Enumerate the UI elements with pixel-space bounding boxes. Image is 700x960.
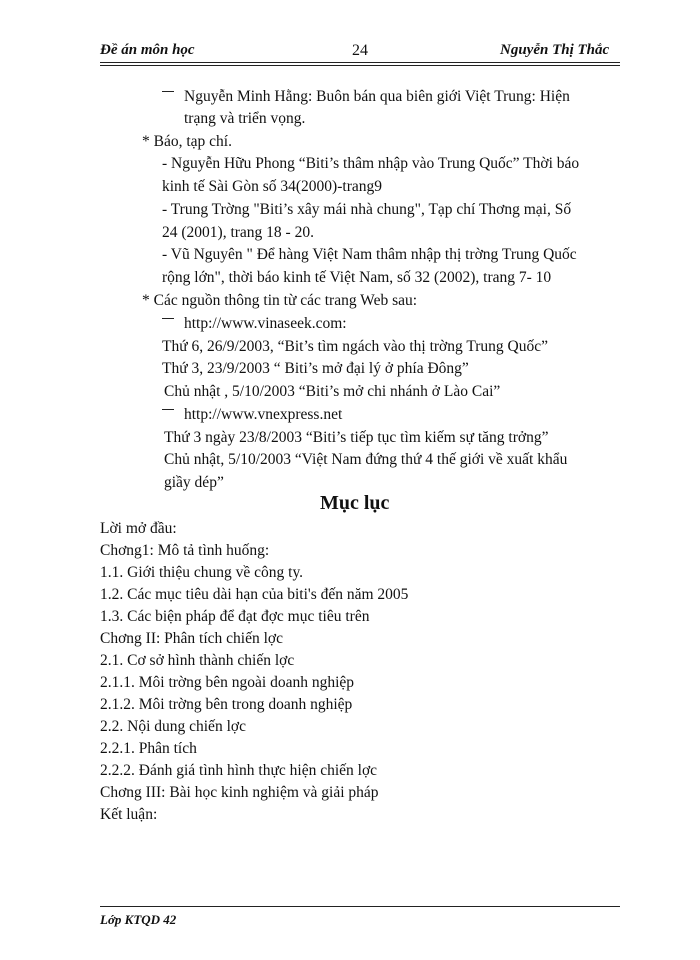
dash-bullet: [162, 409, 174, 411]
toc-item: 1.3. Các biện pháp để đạt đợc mục tiêu trên: [100, 608, 370, 625]
site1-url: http://www.vinaseek.com:: [184, 315, 347, 332]
toc-item: 2.1.1. Môi trờng bên ngoài doanh nghiệp: [100, 674, 355, 691]
site2-url: http://www.vnexpress.net: [184, 406, 343, 423]
header-rule: [100, 62, 620, 63]
toc-item: 2.1.2. Môi trờng bên trong doanh nghiệp: [100, 696, 353, 713]
web-heading: * Các nguồn thông tin từ các trang Web sau:: [142, 292, 418, 309]
site1-entry-c: Chủ nhật , 5/10/2003 “Biti’s mở chi nhánh ở Lào Cai”: [164, 383, 501, 400]
news2-line2: 24 (2001), trang 18 - 20.: [162, 224, 314, 241]
site1-entry-b: Thứ 3, 23/9/2003 “ Biti’s mở đại lý ở phía Đông”: [162, 360, 469, 377]
site2-entry-a: Thứ 3 ngày 23/8/2003 “Biti’s tiếp tục tìm kiếm sự tăng trởng”: [164, 429, 549, 446]
site2-entry-b-line1: Chủ nhật, 5/10/2003 “Việt Nam đứng thứ 4 thế giới về xuất khẩu: [164, 451, 568, 468]
toc-item: Kết luận:: [100, 806, 158, 823]
footer-text: Lớp KTQD 42: [100, 912, 177, 927]
news3-line2: rộng lớn", thời báo kinh tế Việt Nam, số 32 (2002), trang 7- 10: [162, 269, 552, 286]
footer-rule: [100, 906, 620, 907]
dash-bullet: [162, 318, 174, 320]
site2-entry-b-line2: giầy dép”: [164, 474, 224, 491]
toc-item: Chơng III: Bài học kinh nghiệm và giải pháp: [100, 784, 379, 801]
header-left: Đề án môn học: [100, 42, 195, 58]
news2-line1: - Trung Trờng "Biti’s xây mái nhà chung", Tạp chí Thơng mại, Số: [162, 201, 572, 218]
ref-item1-line1: [162, 88, 570, 106]
page-number: 24: [352, 42, 368, 59]
toc-item: 1.1. Giới thiệu chung về công ty.: [100, 564, 304, 581]
dash-bullet: [162, 91, 174, 93]
header-rule-thin: [100, 65, 620, 66]
toc-item: 2.2.2. Đánh giá tình hình thực hiện chiến lợc: [100, 762, 378, 779]
toc-item: Chơng1: Mô tả tình huống:: [100, 542, 270, 559]
news1-line2: kinh tế Sài Gòn số 34(2000)-trang9: [162, 178, 382, 195]
toc-item: 1.2. Các mục tiêu dài hạn của biti's đến năm 2005: [100, 586, 409, 603]
site1: [162, 315, 347, 333]
toc-title: Mục lục: [320, 492, 390, 514]
toc-item: 2.2. Nội dung chiến lợc: [100, 718, 246, 735]
toc-item: 2.2.1. Phân tích: [100, 740, 197, 757]
news1-line1: - Nguyễn Hữu Phong “Biti’s thâm nhập vào Trung Quốc” Thời báo: [162, 155, 580, 172]
news-heading: * Báo, tạp chí.: [142, 133, 232, 150]
ref-item1-line2: trạng và triển vọng.: [184, 110, 306, 127]
toc-item: Chơng II: Phân tích chiến lợc: [100, 630, 283, 647]
toc-item: 2.1. Cơ sở hình thành chiến lợc: [100, 652, 295, 669]
site2: [162, 406, 342, 424]
toc-item: Lời mở đầu:: [100, 520, 177, 537]
site1-entry-a: Thứ 6, 26/9/2003, “Bit’s tìm ngách vào thị trờng Trung Quốc”: [162, 338, 548, 355]
news3-line1: - Vũ Nguyên " Để hàng Việt Nam thâm nhập thị trờng Trung Quốc: [162, 246, 577, 263]
header-right: Nguyễn Thị Thắc: [500, 42, 610, 58]
ref-item1-text: Nguyễn Minh Hằng: Buôn bán qua biên giới Việt Trung: Hiện: [184, 88, 570, 105]
